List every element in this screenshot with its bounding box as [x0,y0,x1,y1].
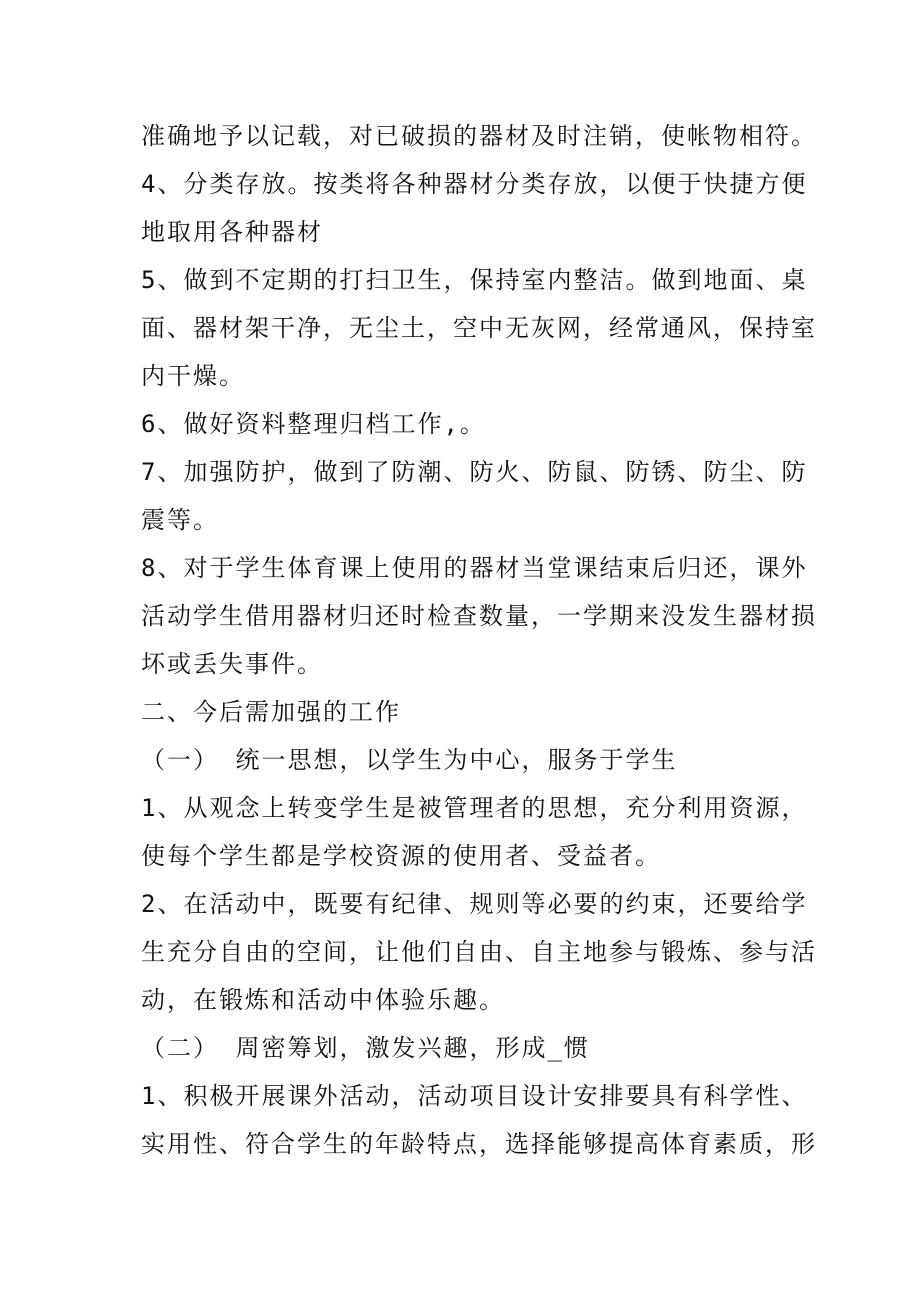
text-line: 1、积极开展课外活动，活动项目设计安排要具有科学性、 [141,1082,808,1110]
subsection-heading: （二） 周密筹划，激发兴趣，形成_惯 [141,1034,590,1062]
text-line: 使每个学生都是学校资源的使用者、受益者。 [141,842,661,870]
text-line: 动，在锻炼和活动中体验乐趣。 [141,986,505,1014]
text-line: 坏或丢失事件。 [141,650,323,678]
text-line: 1、从观念上转变学生是被管理者的思想，充分利用资源， [141,794,808,822]
text-line: 面、器材架干净，无尘土，空中无灰网，经常通风，保持室 [141,314,817,342]
text-line: 2、在活动中，既要有纪律、规则等必要的约束，还要给学 [141,890,808,918]
text-line: 生充分自由的空间，让他们自由、自主地参与锻炼、参与活 [141,938,817,966]
text-line: 震等。 [141,506,219,534]
text-line: 7、加强防护，做到了防潮、防火、防鼠、防锈、防尘、防 [141,458,808,486]
text-line: 地取用各种器材 [141,218,323,246]
text-line: 内干燥。 [141,362,245,390]
text-line: 5、做到不定期的打扫卫生，保持室内整洁。做到地面、桌 [141,266,808,294]
text-line: 准确地予以记载，对已破损的器材及时注销，使帐物相符。 [141,122,817,150]
text-line: 实用性、符合学生的年龄特点，选择能够提高体育素质，形 [141,1130,817,1158]
text-line: 6、做好资料整理归档工作,。 [141,410,486,438]
section-heading: 二、今后需加强的工作 [141,698,401,726]
text-line: 活动学生借用器材归还时检查数量，一学期来没发生器材损 [141,602,817,630]
text-line: 8、对于学生体育课上使用的器材当堂课结束后归还，课外 [141,554,808,582]
subsection-heading: （一） 统一思想，以学生为中心，服务于学生 [141,746,678,774]
text-line: 4、分类存放。按类将各种器材分类存放，以便于快捷方便 [141,170,808,198]
